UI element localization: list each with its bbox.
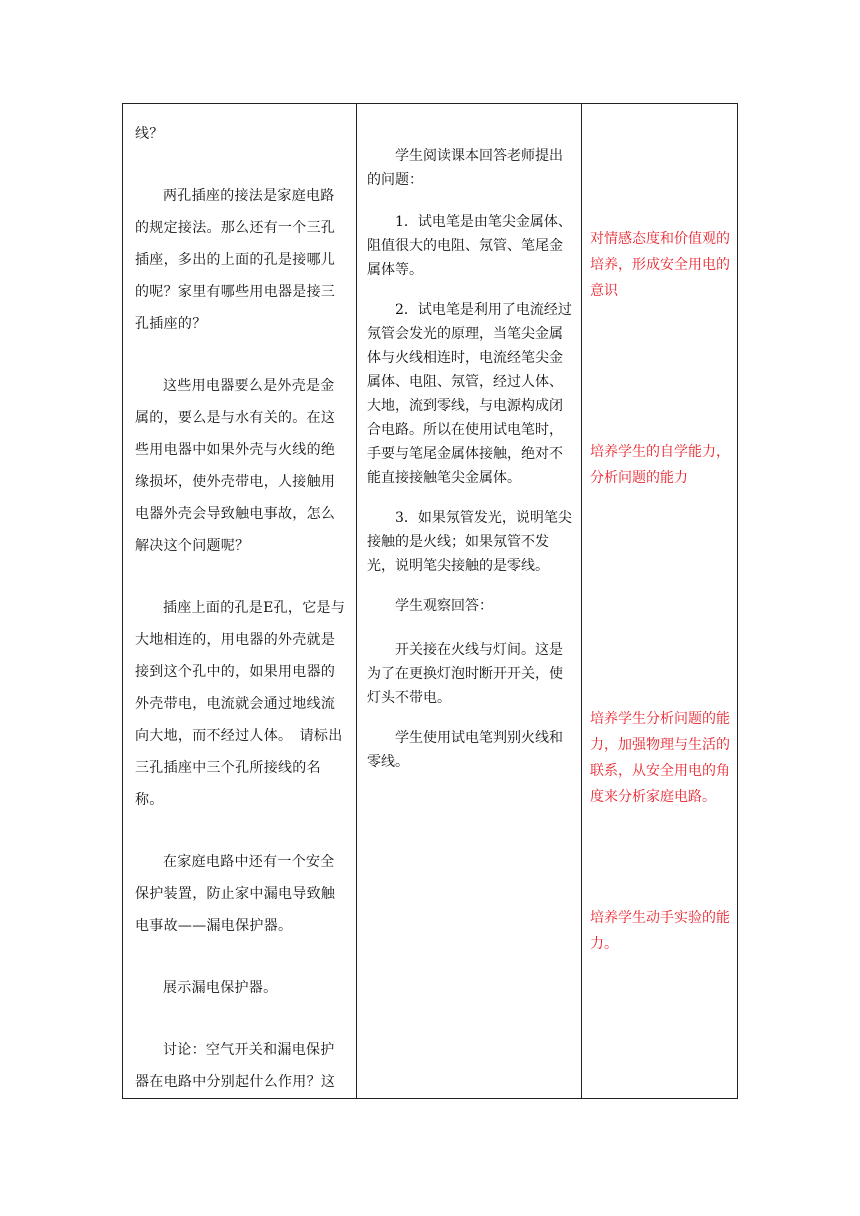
paragraph: 学生阅读课本回答老师提出的问题： xyxy=(367,148,563,188)
paragraph: 对情感态度和价值观的培养，形成安全用电的意识 xyxy=(590,231,730,299)
paragraph: 3．如果氖管发光，说明笔尖接触的是火线；如果氖管不发光，说明笔尖接触的是零线。 xyxy=(367,510,572,574)
student-activity-column xyxy=(357,104,581,1098)
paragraph: 在家庭电路中还有一个安全保护装置，防止家中漏电导致触电事故——漏电保护器。 xyxy=(135,854,336,934)
paragraph: 学生观察回答： xyxy=(395,598,493,614)
paragraph: 开关接在火线与灯间。这是为了在更换灯泡时断开开关，使灯头不带电。 xyxy=(367,642,563,706)
teacher-activity-column xyxy=(123,104,356,1098)
paragraph: 1．试电笔是由笔尖金属体、阻值很大的电阻、氖管、笔尾金属体等。 xyxy=(367,214,572,278)
paragraph: 插座上面的孔是E孔，它是与大地相连的，用电器的外壳就是接到这个孔中的，如果用电器的外壳带电，电流就会通过地线流向大地，而不经过人体。 请标出三孔插座中三个孔所接线的名称。 xyxy=(135,600,346,808)
paragraph: 2．试电笔是利用了电流经过氖管会发光的原理，当笔尖金属体与火线相连时，电流经笔尖金属体、电阻、氖管，经过人体、大地，流到零线，与电源构成闭合电路。所以在使用试电笔时，手要与笔尾金属体接触，绝对不能直接接触笔尖金属体。 xyxy=(367,302,572,486)
paragraph: 学生使用试电笔判别火线和零线。 xyxy=(367,730,563,770)
paragraph: 线？ xyxy=(135,126,164,142)
paragraph: 培养学生分析问题的能力，加强物理与生活的联系，从安全用电的角度来分析家庭电路。 xyxy=(590,711,730,805)
paragraph: 培养学生的自学能力，分析问题的能力 xyxy=(590,444,730,486)
lesson-table xyxy=(122,103,738,1099)
paragraph: 展示漏电保护器。 xyxy=(163,980,278,996)
paragraph: 讨论：空气开关和漏电保护器在电路中分别起什么作用？这 xyxy=(135,1042,336,1090)
paragraph: 培养学生动手实验的能力。 xyxy=(590,910,730,952)
design-intent-column xyxy=(582,104,738,1098)
paragraph: 两孔插座的接法是家庭电路的规定接法。那么还有一个三孔插座，多出的上面的孔是接哪儿的呢？家里有哪些用电器是接三孔插座的？ xyxy=(135,188,336,332)
paragraph: 这些用电器要么是外壳是金属的，要么是与水有关的。在这些用电器中如果外壳与火线的绝缘损坏，使外壳带电，人接触用电器外壳会导致触电事故，怎么解决这个问题呢？ xyxy=(135,378,336,554)
